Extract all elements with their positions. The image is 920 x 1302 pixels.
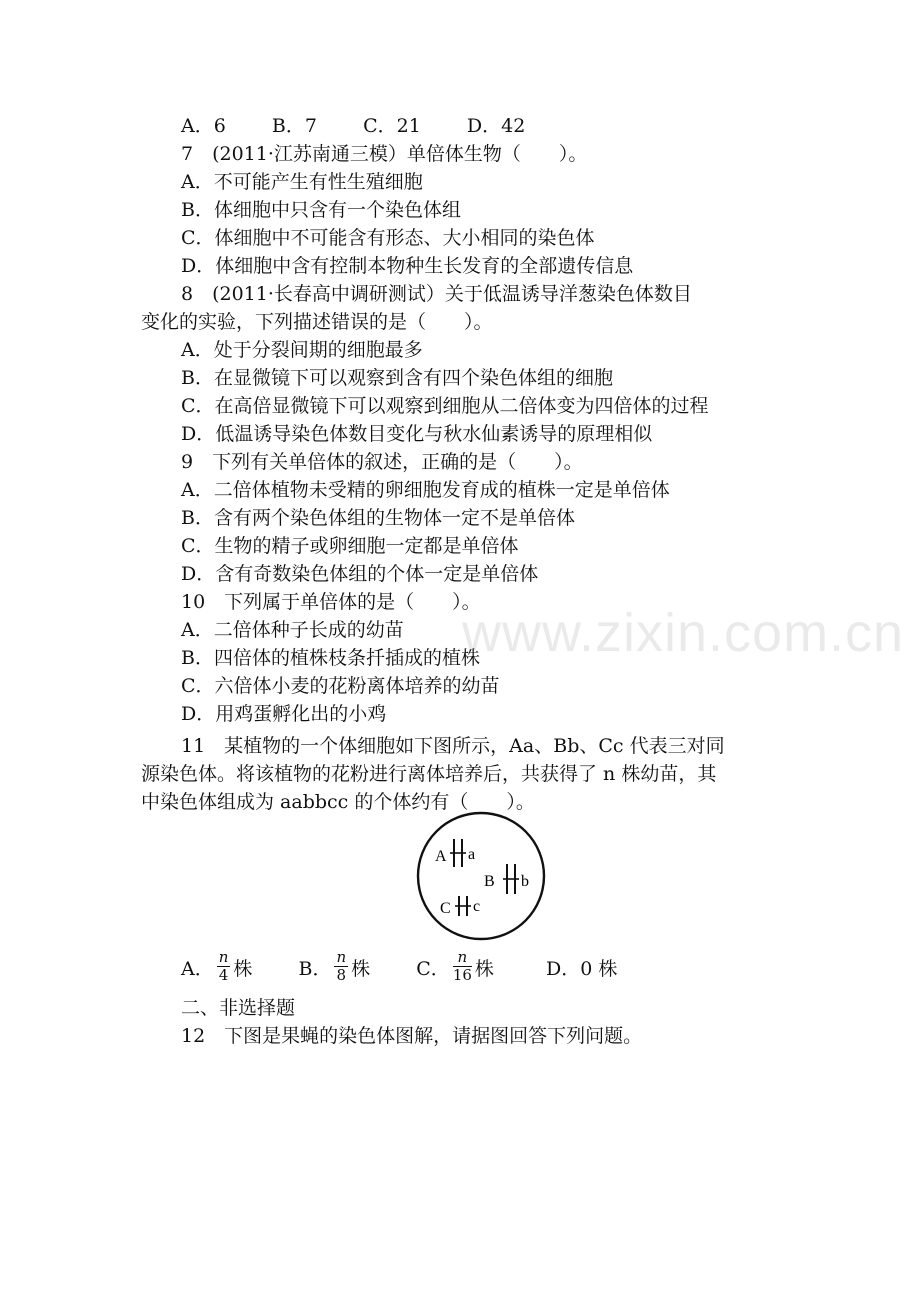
q6-options: [181, 113, 525, 139]
q9-option-b: B．含有两个染色体组的生物体一定不是单倍体: [181, 507, 575, 529]
q11-stem-line3: 中染色体组成为 aabbcc 的个体约有（ ）。: [141, 791, 535, 813]
q11-option-c: C． $\frac{n}{16}$ 株: [416, 947, 494, 984]
q6-option-a: A．6: [181, 115, 226, 137]
section-heading: 二、非选择题: [181, 997, 296, 1019]
q8-option-d: D．低温诱导染色体数目变化与秋水仙素诱导的原理相似: [181, 423, 653, 445]
q10-stem: 10 下列属于单倍体的是（ ）。: [181, 591, 481, 613]
q7-option-a: A．不可能产生有性生殖细胞: [181, 171, 423, 193]
chromosome-pair-aa: [435, 839, 475, 867]
allele-label-C: C: [440, 900, 451, 917]
q9-option-a: A．二倍体植物未受精的卵细胞发育成的植株一定是单倍体: [181, 479, 670, 501]
q10-option-c: C．六倍体小麦的花粉离体培养的幼苗: [181, 675, 500, 697]
q8-stem-line1: 8 (2011·长春高中调研测试）关于低温诱导洋葱染色体数目: [181, 283, 692, 305]
watermark: www.zixin.com.cn: [462, 603, 905, 663]
allele-label-a: a: [468, 846, 476, 863]
q11-option-d: D．0 株: [546, 958, 618, 980]
q9-stem: 9 下列有关单倍体的叙述，正确的是（ ）。: [181, 451, 583, 473]
q12-stem: 12 下图是果蝇的染色体图解，请据图回答下列问题。: [181, 1025, 643, 1047]
chromosome-pair-bb: [484, 864, 529, 894]
q10-option-b: B．四倍体的植株枝条扦插成的植株: [181, 647, 480, 669]
chromosome-pair-cc: [440, 896, 480, 917]
fraction-n-over-8: $\frac{n}{8}$: [336, 947, 347, 984]
q11-stem-line1: 11 某植物的一个体细胞如下图所示，Aa、Bb、Cc 代表三对同: [181, 735, 725, 757]
q10-option-d: D．用鸡蛋孵化出的小鸡: [181, 703, 387, 725]
q10-option-a: A．二倍体种子长成的幼苗: [181, 619, 404, 641]
q9-option-c: C．生物的精子或卵细胞一定都是单倍体: [181, 535, 519, 557]
q9-option-d: D．含有奇数染色体组的个体一定是单倍体: [181, 563, 539, 585]
q11-options: [181, 949, 617, 989]
q6-option-d: D．42: [466, 115, 526, 137]
q6-option-b: B．7: [271, 115, 317, 137]
q8-option-a: A．处于分裂间期的细胞最多: [181, 339, 423, 361]
q7-option-c: C．体细胞中不可能含有形态、大小相同的染色体: [181, 227, 595, 249]
allele-label-A: A: [435, 848, 447, 865]
q11-option-a: A． $\frac{n}{4}$ 株: [181, 947, 253, 984]
q11-stem-line2: 源染色体。将该植物的花粉进行离体培养后，共获得了 n 株幼苗，其: [141, 763, 717, 785]
q8-stem-line2: 变化的实验，下列描述错误的是（ ）。: [141, 311, 493, 333]
fraction-n-over-16: $\frac{n}{16}$: [452, 947, 472, 984]
q7-option-d: D．体细胞中含有控制本物种生长发育的全部遗传信息: [181, 255, 634, 277]
q11-option-b: B． $\frac{n}{8}$ 株: [298, 947, 371, 984]
q7-option-b: B．体细胞中只含有一个染色体组: [181, 199, 461, 221]
q8-option-b: B．在显微镜下可以观察到含有四个染色体组的细胞: [181, 367, 613, 389]
q6-option-c: C．21: [363, 115, 421, 137]
cell-diagram: [415, 810, 547, 942]
q8-option-c: C．在高倍显微镜下可以观察到细胞从二倍体变为四倍体的过程: [181, 395, 709, 417]
allele-label-B: B: [484, 873, 495, 890]
q7-stem: 7 (2011·江苏南通三模）单倍体生物（ ）。: [181, 143, 588, 165]
allele-label-c: c: [473, 898, 481, 915]
allele-label-b: b: [521, 873, 529, 890]
fraction-n-over-4: $\frac{n}{4}$: [218, 947, 229, 984]
